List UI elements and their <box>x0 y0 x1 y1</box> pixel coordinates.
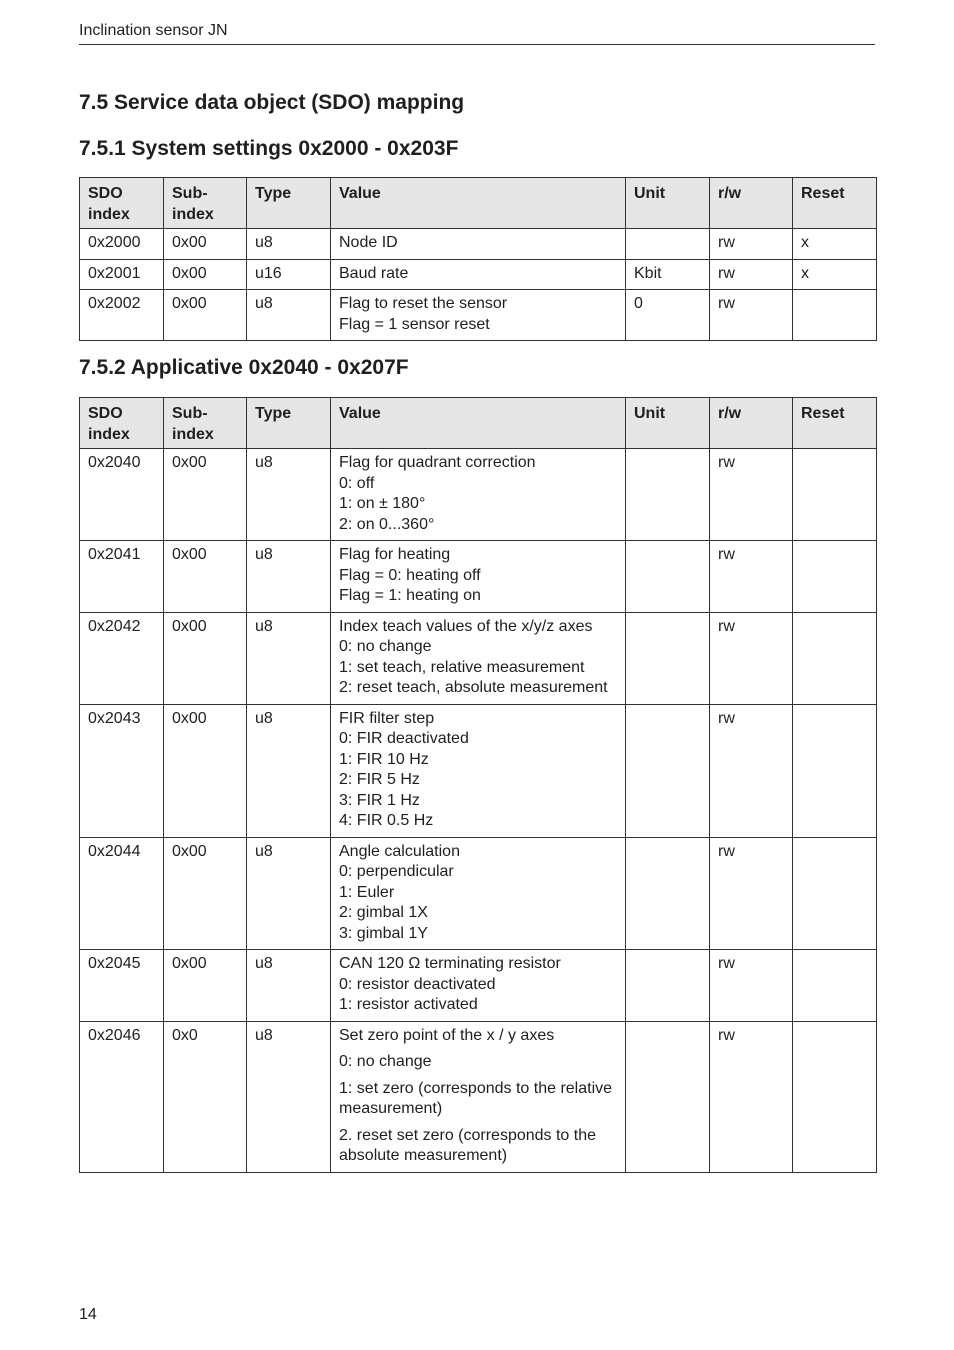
value-line: 2: FIR 5 Hz <box>339 771 420 788</box>
sub-index-cell: 0x0 <box>164 1021 247 1172</box>
rw-cell: rw <box>710 704 793 837</box>
table-row <box>80 950 877 1022</box>
section-heading: 7.5 Service data object (SDO) mapping <box>79 91 465 114</box>
table-row <box>80 612 877 704</box>
table-row <box>80 541 877 613</box>
type-cell: u8 <box>247 612 331 704</box>
sdo-index-cell: 0x2046 <box>80 1021 164 1172</box>
value-line: 0: no change <box>339 638 432 655</box>
unit-cell <box>626 541 710 613</box>
value-line: Flag to reset the sensor <box>339 295 508 312</box>
value-cell <box>331 290 626 341</box>
value-line: Flag = 1: heating on <box>339 587 481 604</box>
value-line: 2: on 0...360° <box>339 515 435 533</box>
sub-index-cell: 0x00 <box>164 612 247 704</box>
rw-cell: rw <box>710 541 793 613</box>
value-line: Set zero point of the x / y axes <box>339 1026 555 1044</box>
sub-index-cell: 0x00 <box>164 449 247 541</box>
table-row <box>80 229 877 260</box>
reset-cell <box>793 837 877 950</box>
unit-cell <box>626 950 710 1022</box>
column-header: Value <box>331 178 626 229</box>
type-cell: u8 <box>247 1021 331 1172</box>
value-line: 3: gimbal 1Y <box>339 924 428 942</box>
type-cell: u8 <box>247 229 331 260</box>
reset-cell: x <box>793 259 877 290</box>
type-cell: u8 <box>247 837 331 950</box>
value-cell <box>331 541 626 613</box>
type-cell: u8 <box>247 541 331 613</box>
table-header-row <box>80 398 877 449</box>
column-header: Sub-index <box>164 398 247 449</box>
sdo-index-cell: 0x2000 <box>80 229 164 260</box>
sub-index-cell: 0x00 <box>164 541 247 613</box>
running-header: Inclination sensor JN <box>79 22 875 45</box>
value-cell <box>331 259 626 290</box>
value-line: 2: reset teach, absolute measurement <box>339 679 608 696</box>
value-line: Flag = 1 sensor reset <box>339 315 490 333</box>
rw-cell: rw <box>710 259 793 290</box>
column-header: Unit <box>626 178 710 229</box>
table-row <box>80 704 877 837</box>
subsection-heading-applicative: 7.5.2 Applicative 0x2040 - 0x207F <box>79 356 409 379</box>
unit-cell: Kbit <box>626 259 710 290</box>
value-cell <box>331 449 626 541</box>
value-line: 3: FIR 1 Hz <box>339 791 420 809</box>
rw-cell: rw <box>710 449 793 541</box>
value-line: Baud rate <box>339 264 409 282</box>
subsection-heading-system-settings: 7.5.1 System settings 0x2000 - 0x203F <box>79 137 459 160</box>
value-cell <box>331 612 626 704</box>
column-header: Type <box>247 178 331 229</box>
column-header: SDO index <box>80 398 164 449</box>
value-line: 1: set zero (corresponds to the relative measurement) <box>339 1079 613 1117</box>
type-cell: u8 <box>247 950 331 1022</box>
column-header: SDO index <box>80 178 164 229</box>
sdo-index-cell: 0x2044 <box>80 837 164 950</box>
table-row <box>80 259 877 290</box>
rw-cell: rw <box>710 612 793 704</box>
column-header: Reset <box>793 178 877 229</box>
value-line: 1: Euler <box>339 883 395 901</box>
value-line: 1: on ± 180° <box>339 495 426 512</box>
table-row <box>80 290 877 341</box>
sub-index-cell: 0x00 <box>164 950 247 1022</box>
unit-cell <box>626 1021 710 1172</box>
unit-cell <box>626 449 710 541</box>
type-cell: u8 <box>247 449 331 541</box>
rw-cell: rw <box>710 290 793 341</box>
value-line: Angle calculation <box>339 842 460 860</box>
reset-cell: x <box>793 229 877 260</box>
reset-cell <box>793 704 877 837</box>
system-settings-table <box>79 177 877 341</box>
sdo-index-cell: 0x2040 <box>80 449 164 541</box>
type-cell: u8 <box>247 290 331 341</box>
reset-cell <box>793 541 877 613</box>
rw-cell: rw <box>710 837 793 950</box>
value-line: Node ID <box>339 234 398 251</box>
sub-index-cell: 0x00 <box>164 259 247 290</box>
value-cell <box>331 837 626 950</box>
rw-cell: rw <box>710 229 793 260</box>
unit-cell <box>626 837 710 950</box>
value-line: 0: off <box>339 474 375 492</box>
table-row <box>80 449 877 541</box>
column-header: r/w <box>710 398 793 449</box>
value-line: Flag = 0: heating off <box>339 566 481 584</box>
type-cell: u16 <box>247 259 331 290</box>
reset-cell <box>793 612 877 704</box>
value-line: CAN 120 Ω terminating resistor <box>339 955 561 972</box>
table-row <box>80 1021 877 1172</box>
value-line: 0: perpendicular <box>339 863 454 880</box>
type-cell: u8 <box>247 704 331 837</box>
value-line: 1: resistor activated <box>339 996 478 1013</box>
value-line: FIR filter step <box>339 709 435 727</box>
sub-index-cell: 0x00 <box>164 837 247 950</box>
value-line: 2. reset set zero (corresponds to the absolute measurement) <box>339 1126 597 1164</box>
column-header: r/w <box>710 178 793 229</box>
value-cell <box>331 1021 626 1172</box>
sdo-index-cell: 0x2002 <box>80 290 164 341</box>
sdo-index-cell: 0x2042 <box>80 612 164 704</box>
value-line: 0: resistor deactivated <box>339 975 496 993</box>
table-header-row <box>80 178 877 229</box>
value-line: 1: FIR 10 Hz <box>339 750 429 768</box>
reset-cell <box>793 1021 877 1172</box>
applicative-table <box>79 397 877 1173</box>
column-header: Type <box>247 398 331 449</box>
sdo-index-cell: 0x2041 <box>80 541 164 613</box>
sub-index-cell: 0x00 <box>164 290 247 341</box>
column-header: Unit <box>626 398 710 449</box>
reset-cell <box>793 449 877 541</box>
value-line: 2: gimbal 1X <box>339 904 428 921</box>
value-cell <box>331 229 626 260</box>
rw-cell: rw <box>710 950 793 1022</box>
unit-cell <box>626 229 710 260</box>
unit-cell <box>626 704 710 837</box>
reset-cell <box>793 950 877 1022</box>
value-line: 4: FIR 0.5 Hz <box>339 812 434 829</box>
value-line: Index teach values of the x/y/z axes <box>339 617 593 635</box>
sdo-index-cell: 0x2043 <box>80 704 164 837</box>
table-row <box>80 837 877 950</box>
page-number: 14 <box>79 1306 97 1323</box>
value-line: Flag for heating <box>339 546 451 563</box>
sub-index-cell: 0x00 <box>164 229 247 260</box>
sub-index-cell: 0x00 <box>164 704 247 837</box>
sdo-index-cell: 0x2001 <box>80 259 164 290</box>
value-line: 0: no change <box>339 1053 432 1070</box>
column-header: Sub-index <box>164 178 247 229</box>
reset-cell <box>793 290 877 341</box>
column-header: Value <box>331 398 626 449</box>
value-line: 0: FIR deactivated <box>339 730 469 747</box>
unit-cell <box>626 612 710 704</box>
value-line: 1: set teach, relative measurement <box>339 658 585 676</box>
value-line: Flag for quadrant correction <box>339 454 536 471</box>
rw-cell: rw <box>710 1021 793 1172</box>
value-cell <box>331 950 626 1022</box>
value-cell <box>331 704 626 837</box>
column-header: Reset <box>793 398 877 449</box>
unit-cell: 0 <box>626 290 710 341</box>
sdo-index-cell: 0x2045 <box>80 950 164 1022</box>
